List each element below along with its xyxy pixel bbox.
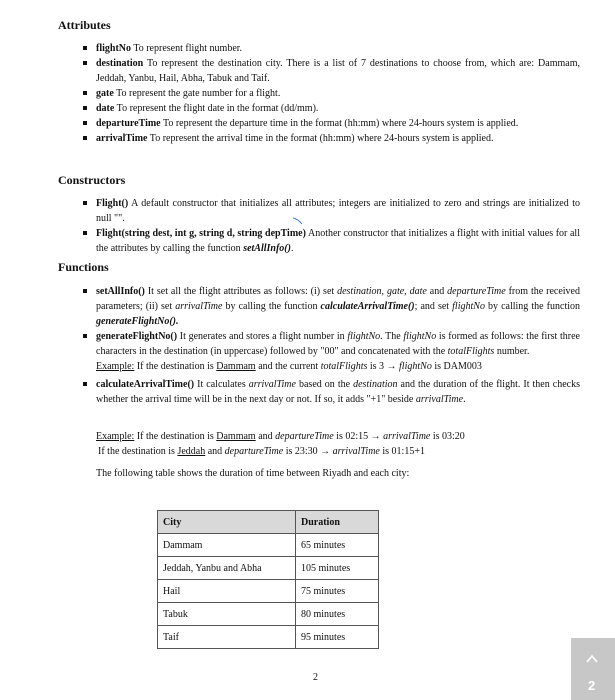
page-indicator: 2 [588, 678, 596, 693]
attribute-item: destination To represent the destination city. There is a list of 7 destinations to choose from, which are: Dammam, Jeddah, Yanbu, Hail, Abha, Tabuk and Taif. [96, 58, 580, 84]
table-header-row [158, 511, 379, 534]
pen-mark-icon [292, 217, 304, 225]
function-item: setAllInfo() It set all the flight attributes as follows: (i) set destination, gate, date and departureTime from the received parameters; (ii) set arrivalTime by calling the function calculateArrivalTime(); and set flightNo by calling the function generateFlightNo(). [96, 286, 580, 327]
example-line: Example: If the destination is Dammam and the current totalFlights is 3 → flightNo is DAM003 [96, 361, 482, 372]
function-item: generateFlightNo() It generates and stores a flight number in flightNo. The flightNo is formed as follows: the first three characters in the destination (in uppercase) followed by "00" and concatenated with the totalFlights number. Example: If the destination is Dammam and the current totalFlights is 3 → flightNo is DAM003 [96, 331, 580, 372]
table-cell: 105 minutes [296, 557, 379, 580]
table-cell: 75 minutes [296, 580, 379, 603]
chevron-up-icon [585, 652, 599, 666]
table-header-cell: Duration [296, 511, 379, 534]
table-cell: 80 minutes [296, 603, 379, 626]
attribute-item: departureTime To represent the departure time in the format (hh:mm) where 24-hours system is applied. [96, 116, 580, 131]
scroll-to-top-button[interactable] [571, 638, 615, 700]
table-row [158, 534, 379, 557]
constructor-item: Flight() A default constructor that initializes all attributes; integers are initialized to zero and strings are initialized to null "". [96, 198, 580, 224]
example-line: If the destination is Jeddah and departureTime is 23:30 → arrivalTime is 01:15+1 [98, 446, 425, 457]
attribute-item: arrivalTime To represent the arrival time in the format (hh:mm) where 24-hours system is applied. [96, 131, 580, 146]
table-header-cell: City [158, 511, 296, 534]
table-row [158, 626, 379, 649]
table-intro: The following table shows the duration of time between Riyadh and each city: [96, 468, 410, 479]
table-cell: 95 minutes [296, 626, 379, 649]
function-item: calculateArrivalTime() It calculates arrivalTime based on the destination and the duration of the flight. It then checks whether the arrival time will be in the next day or not. If so, it adds "+1" beside arrivalTime. [96, 379, 580, 405]
page-number: 2 [313, 672, 318, 683]
attribute-item: flightNo To represent flight number. [96, 41, 580, 56]
table-cell: Dammam [158, 534, 296, 557]
table-cell: 65 minutes [296, 534, 379, 557]
attribute-item: date To represent the flight date in the format (dd/mm). [96, 101, 580, 116]
attribute-item: gate To represent the gate number for a flight. [96, 86, 580, 101]
example-line: Example: If the destination is Dammam and departureTime is 02:15 → arrivalTime is 03:20 [96, 431, 465, 442]
table-row [158, 580, 379, 603]
duration-table [157, 510, 379, 649]
table-cell: Tabuk [158, 603, 296, 626]
constructors-list [96, 196, 580, 256]
table-row [158, 603, 379, 626]
constructor-item: Flight(string dest, int g, string d, string depTime) Another constructor that initializes a flight with initial values for all the attributes by calling the function setAllInfo(). [96, 228, 580, 254]
table-cell: Taif [158, 626, 296, 649]
table-row [158, 557, 379, 580]
attributes-list [96, 41, 580, 146]
table-cell: Jeddah, Yanbu and Abha [158, 557, 296, 580]
attributes-heading: Attributes [58, 18, 111, 32]
table-cell: Hail [158, 580, 296, 603]
constructors-heading: Constructors [58, 173, 126, 187]
functions-heading: Functions [58, 260, 109, 274]
functions-list [96, 284, 580, 407]
